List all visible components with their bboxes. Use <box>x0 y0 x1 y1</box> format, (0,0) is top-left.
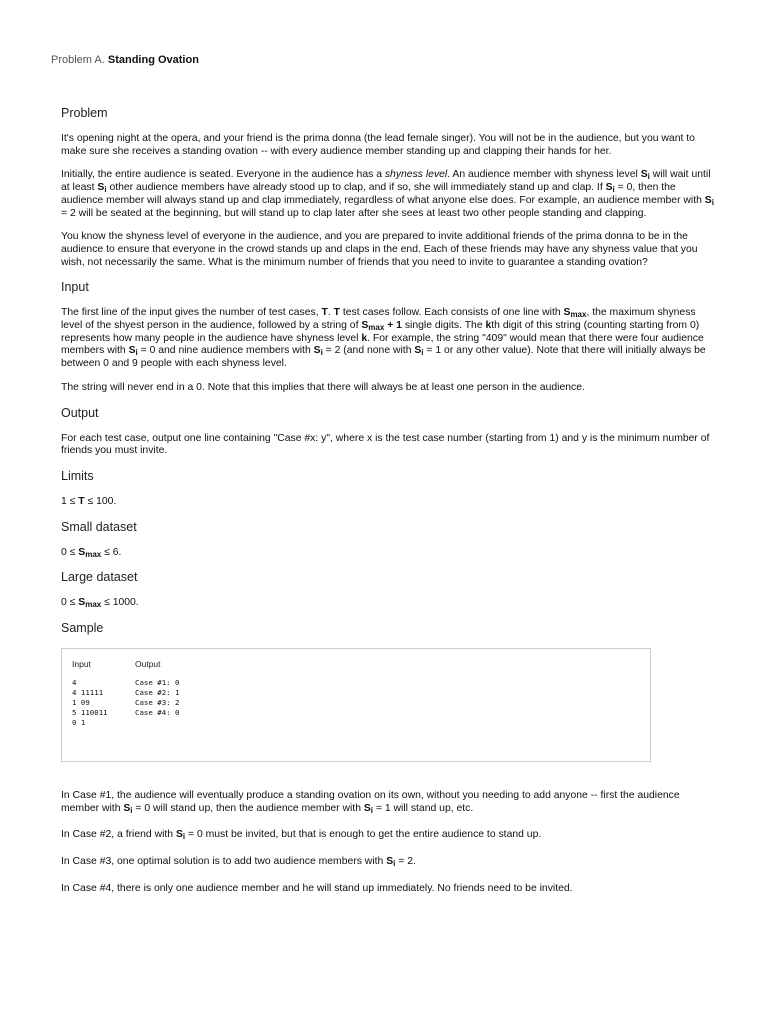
heading-small-dataset: Small dataset <box>61 519 137 534</box>
problem-paragraph-3: You know the shyness level of everyone in the audience, and you are prepared to invite additional friends of the prima donna to be in the audience to ensure that everyone in the crowd stands up and claps in the end. Each of these friends may have any shyness value that you wish, not necessarily the same. What is the minimum number of friends that you need to invite to guarantee a standing ovation? <box>61 231 698 268</box>
input-paragraph-2: The string will never end in a 0. Note that this implies that there will always be at least one person in the audience. <box>61 381 585 393</box>
explanations <box>61 790 716 896</box>
sample-box <box>61 648 651 762</box>
explanation-case-2: In Case #2, a friend with $S_i = 0$ must be invited, but that is enough to get the entire audience to stand up. <box>61 829 542 842</box>
title-prefix: Problem A. <box>51 54 108 66</box>
heading-sample: Sample <box>61 621 104 636</box>
problem-paragraph-2: Initially, the entire audience is seated. Everyone in the audience has a shyness level. An audience member with shyness level $S_i$ will wait until at least $S_i$ other audience members have already stood up to clap, and if so, she will immediately stand up and clap. If $S_i = 0$, then the audience member will always stand up and clap immediately, regardless of what anyone else does. For example, an audience member with $S_i = 2$ will be seated at the beginning, but will stand up to clap later after she sees at least two other people standing and clapping. <box>61 169 714 219</box>
heading-problem: Problem <box>61 106 108 120</box>
page-title <box>51 54 199 66</box>
output-paragraph: For each test case, output one line containing "Case #x: y", where x is the test case number (starting from 1) and y is the minimum number of friends you must invite. <box>61 432 710 457</box>
explanation-case-1: In Case #1, the audience will eventually produce a standing ovation on its own, without you needing to add anyone -- first the audience member with $S_i = 0$ will stand up, then the audience member with $S_i = 1$ will stand up, etc. <box>61 790 680 815</box>
input-paragraph-1: The first line of the input gives the number of test cases, T. T test cases follow. Each consists of one line with $S_{max}$, the maximum shyness level of the shyest person in the audience, followed by a string of $S_{max} + 1$ single digits. The kth digit of this string (counting starting from 0) represents how many people in the audience have shyness level k. For example, the string "409" would mean that there were four audience members with $S_i = 0$ and nine audience members with $S_i = 2$ (and none with $S_i = 1$ or any other value). Note that there will initially always be between 0 and 9 people with each shyness level. <box>61 307 706 370</box>
problem-paragraph-1: It's opening night at the opera, and your friend is the prima donna (the lead female singer). You will not be in the audience, but you want to make sure she receives a standing ovation -- with every audience member standing up and clapping their hands for her. <box>61 133 695 157</box>
sample-output-column <box>135 659 180 718</box>
problem-statement <box>61 106 716 910</box>
large-dataset-text: $0 \le S_{max} \le 1000$. <box>61 597 139 610</box>
heading-output: Output <box>61 405 99 420</box>
small-dataset-text: $0 \le S_{max} \le 6$. <box>61 546 122 559</box>
heading-limits: Limits <box>61 468 94 483</box>
title-name: Standing Ovation <box>107 54 199 66</box>
heading-large-dataset: Large dataset <box>61 570 138 585</box>
sample-input-text: 4 4 11111 1 09 5 110011 0 1 <box>72 678 108 728</box>
sample-input-label: Input <box>72 659 91 670</box>
sample-output-label: Output <box>135 659 161 670</box>
explanation-case-3: In Case #3, one optimal solution is to add two audience members with $S_i = 2$. <box>61 856 416 869</box>
sample-output-text: Case #1: 0 Case #2: 1 Case #3: 2 Case #4: 0 <box>135 678 180 718</box>
limits-text: 1 ≤ T ≤ 100. <box>61 495 117 507</box>
heading-input: Input <box>61 280 89 295</box>
sample-input-column <box>72 659 108 728</box>
explanation-case-4: In Case #4, there is only one audience member and he will stand up immediately. No friends need to be invited. <box>61 882 573 894</box>
